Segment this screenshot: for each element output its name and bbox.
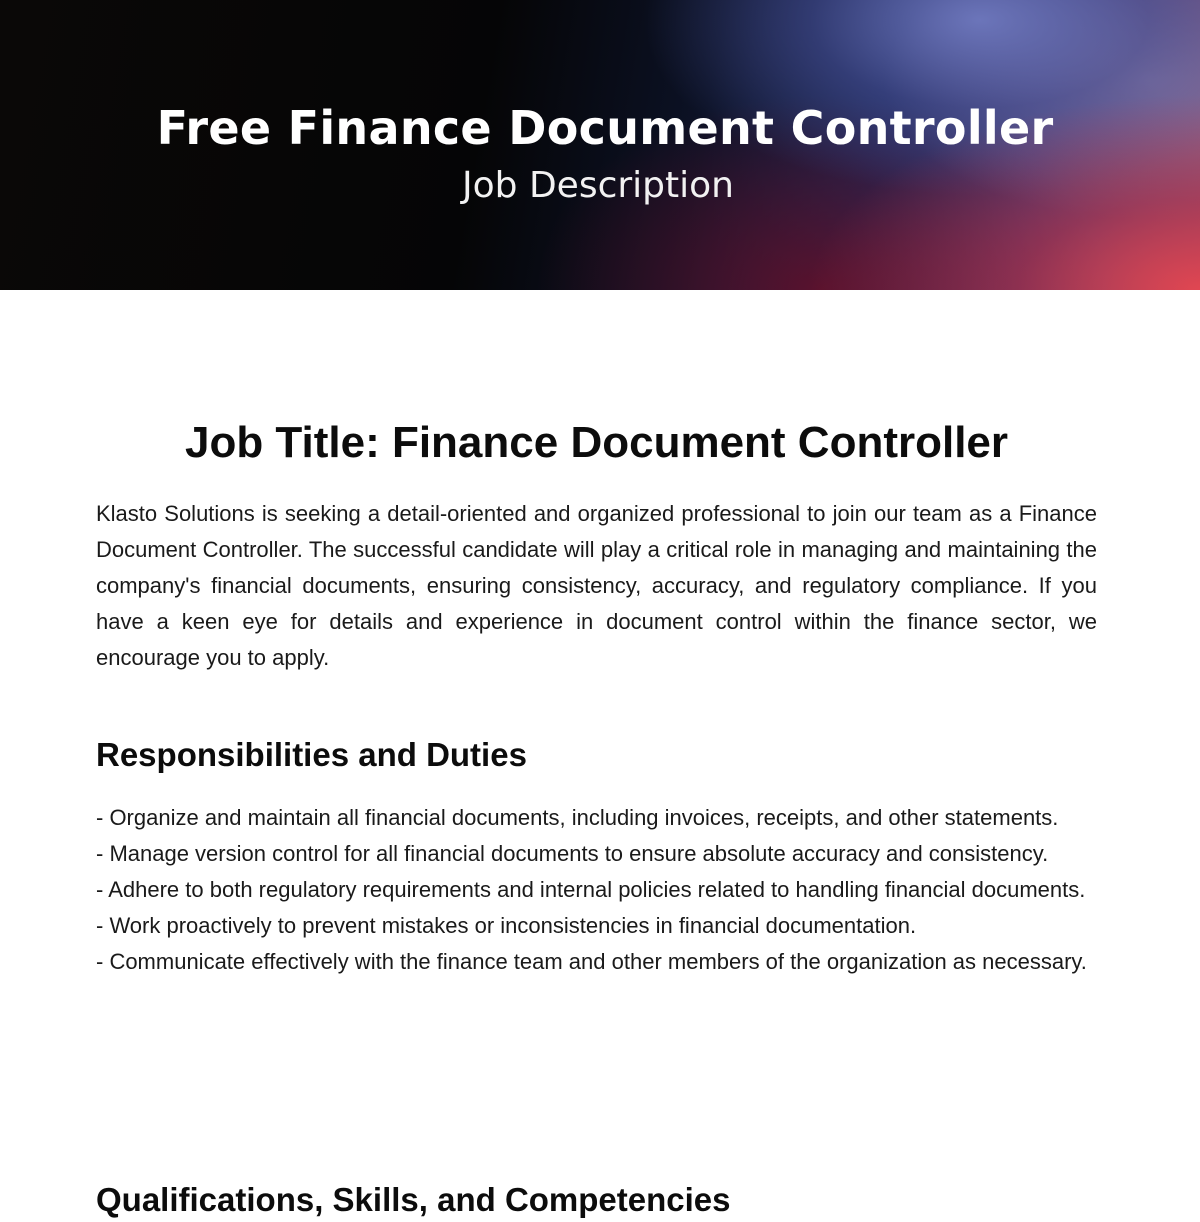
qualifications-heading: Qualifications, Skills, and Competencies	[96, 1181, 731, 1218]
banner-title: Free Finance Document Controller	[156, 101, 1054, 155]
responsibilities-list	[96, 800, 1097, 980]
list-item: - Communicate effectively with the finance team and other members of the organization as necessary.	[96, 949, 1087, 974]
banner-subtitle: Job Description	[462, 165, 734, 206]
list-item: - Work proactively to prevent mistakes or inconsistencies in financial documentation.	[96, 913, 917, 938]
list-item: - Organize and maintain all financial documents, including invoices, receipts, and other statements.	[96, 805, 1059, 830]
intro-paragraph: Klasto Solutions is seeking a detail-oriented and organized professional to join our team as a Finance Document Controller. The successful candidate will play a critical role in managing and maintaining the company's financial documents, ensuring consistency, accuracy, and regulatory compliance. If you have a keen eye for details and experience in document control within the finance sector, we encourage you to apply.	[96, 501, 1097, 670]
header-banner	[0, 0, 1200, 290]
list-item: - Adhere to both regulatory requirements and internal policies related to handling financial documents.	[96, 877, 1086, 902]
list-item: - Manage version control for all financial documents to ensure absolute accuracy and consistency.	[96, 841, 1049, 866]
job-title: Job Title: Finance Document Controller	[184, 418, 1009, 467]
responsibilities-heading: Responsibilities and Duties	[96, 736, 527, 773]
